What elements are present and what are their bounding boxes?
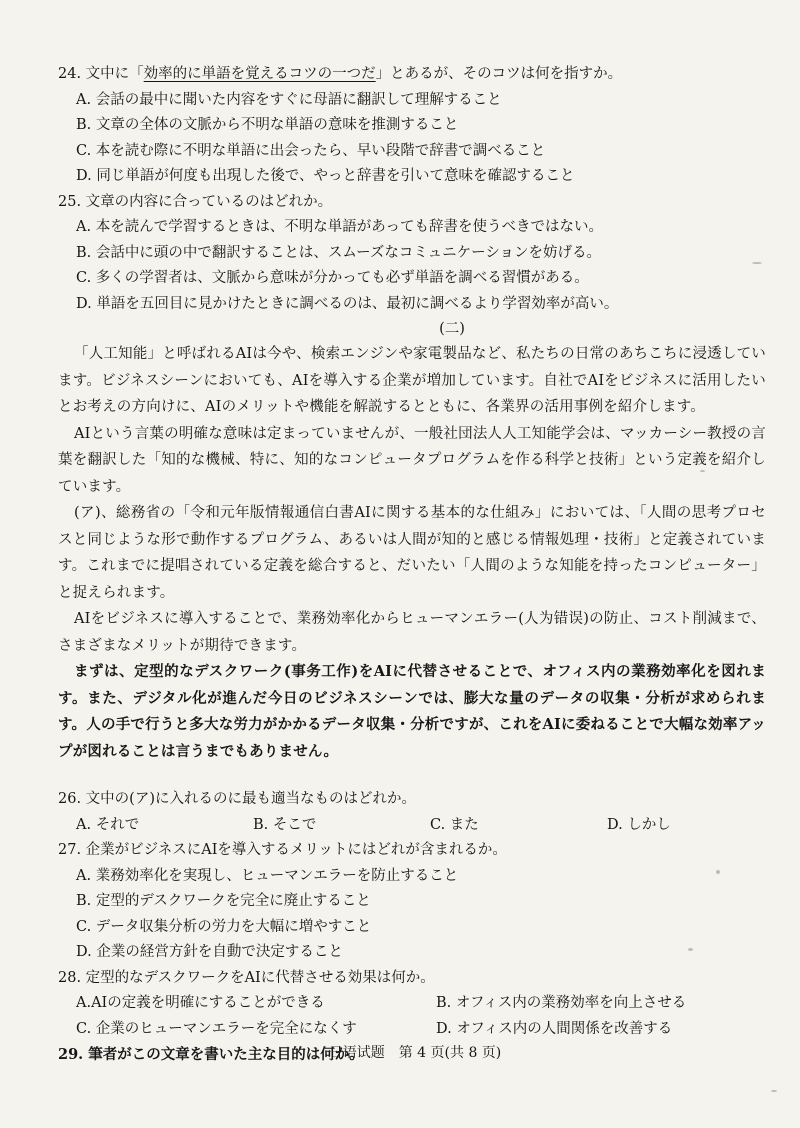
scan-speck [716,870,720,874]
page-footer: 日语试题 第 4 页(共 8 页) [328,1045,502,1061]
question-27-stem: 27. 企業がビジネスにAIを導入するメリットにはどれが含まれるか。 [58,842,507,858]
q25-option-c: C. 多くの学習者は、文脈から意味が分かっても必ず単語を調べる習慣がある。 [76,270,589,286]
q26-options [58,813,766,839]
question-24-stem [58,62,766,88]
q27-option-c: C. データ収集分析の労力を大幅に増やすこと [76,918,372,935]
question-29-stem: 29. 筆者がこの文章を書いた主な目的は何か。 [58,1046,364,1063]
underlined-phrase: 効率的に単語を覚えるコツの一つだ [143,66,376,82]
passage-paragraph-3: (ア)、総務省の「令和元年版情報通信白書AIに関する基本的な仕組み」においては、「人間の思考プロセスと同じような形で動作するプログラム、あるいは人間が知的と感じる情報処理・技術」と定義されています。これまでに提唱されている定義を総合すると、だいたい「人間のような知能を持ったコンピューター」と捉えられます。 [58,505,766,601]
spacer [58,765,766,787]
q24-option-a: A. 会話の最中に聞いた内容をすぐに母語に翻訳して理解すること [76,91,502,108]
q26-option-c: C. また [430,816,479,833]
q26-option-d: D. しかし [607,816,671,833]
question-24-suffix: 」とあるが、そのコツは何を指すか。 [375,66,623,82]
question-25-stem: 25. 文章の内容に合っているのはどれか。 [58,193,333,210]
scan-speck [700,470,705,472]
scan-speck [688,948,693,951]
scan-speck [771,1090,777,1092]
q25-option-b: B. 会話中に頭の中で翻訳することは、スムーズなコミュニケーションを妨げる。 [76,244,602,261]
q28-options-row-1 [58,991,766,1017]
q26-option-a: A. それで [76,816,140,833]
question-24-prefix: 24. 文中に「 [58,66,144,82]
question-26-stem: 26. 文中の(ア)に入れるのに最も適当なものはどれか。 [58,791,416,807]
q26-option-b: B. そこで [253,816,317,833]
q25-option-a: A. 本を読んで学習するときは、不明な単語があっても辞書を使うべきではない。 [76,219,604,235]
passage-paragraph-4: AIをビジネスに導入することで、業務効率化からヒューマンエラー(人为错误)の防止、コスト削減まで、さまざまなメリットが期待できます。 [58,611,766,654]
q28-option-d: D. オフィス内の人間関係を改善する [436,1020,673,1037]
q27-option-d: D. 企業の経営方針を自動で決定すること [76,944,343,960]
passage-paragraph-5: まずは、定型的なデスクワーク(事务工作)をAIに代替させることで、オフィス内の業務効率化を図れます。また、デジタル化が進んだ今日のビジネスシーンでは、膨大な量のデータの収集・分析が求められます。人の手で行うと多大な労力がかかるデータ収集・分析ですが、これをAIに委ねることで大幅な効率アップが図れることは言うまでもありません。 [58,663,766,760]
q28-options-row-2 [58,1017,766,1043]
q28-option-b: B. オフィス内の業務効率を向上させる [436,995,687,1011]
q24-option-d: D. 同じ単語が何度も出現した後で、やっと辞書を引いて意味を確認すること [76,168,575,184]
q27-option-a: A. 業務効率化を実現し、ヒューマンエラーを防止すること [76,867,459,884]
scan-speck [752,262,762,264]
passage-paragraph-2: AIという言葉の明確な意味は定まっていませんが、一般社団法人人工知能学会は、マッカーシー教授の言葉を翻訳した「知的な機械、特に、知的なコンピュータプログラムを作る科学と技術」という定義を紹介しています。 [58,425,766,495]
q27-option-b: B. 定型的デスクワークを完全に廃止すること [76,893,371,909]
q24-option-c: C. 本を読む際に不明な単語に出会ったら、早い段階で辞書で調べること [76,142,546,159]
q28-option-c: C. 企業のヒューマンエラーを完全になくす [76,1020,357,1037]
q28-option-a: A.AIの定義を明確にすることができる [76,995,325,1011]
q24-option-b: B. 文章の全体の文脈から不明な単語の意味を推測すること [76,117,459,133]
question-28-stem: 28. 定型的なデスクワークをAIに代替させる効果は何か。 [58,969,435,986]
q25-option-d: D. 単語を五回目に見かけたときに調べるのは、最初に調べるより学習効率が高い。 [76,295,619,312]
passage-paragraph-1: 「人工知能」と呼ばれるAIは今や、検索エンジンや家電製品など、私たちの日常のあちこちに浸透しています。ビジネスシーンにおいても、AIを導入する企業が増加しています。自社でAIをビジネスに活用したいとお考えの方向けに、AIのメリットや機能を解説するとともに、各業界の活用事例を紹介します。 [58,346,766,415]
section-mark: (二) [439,321,465,337]
